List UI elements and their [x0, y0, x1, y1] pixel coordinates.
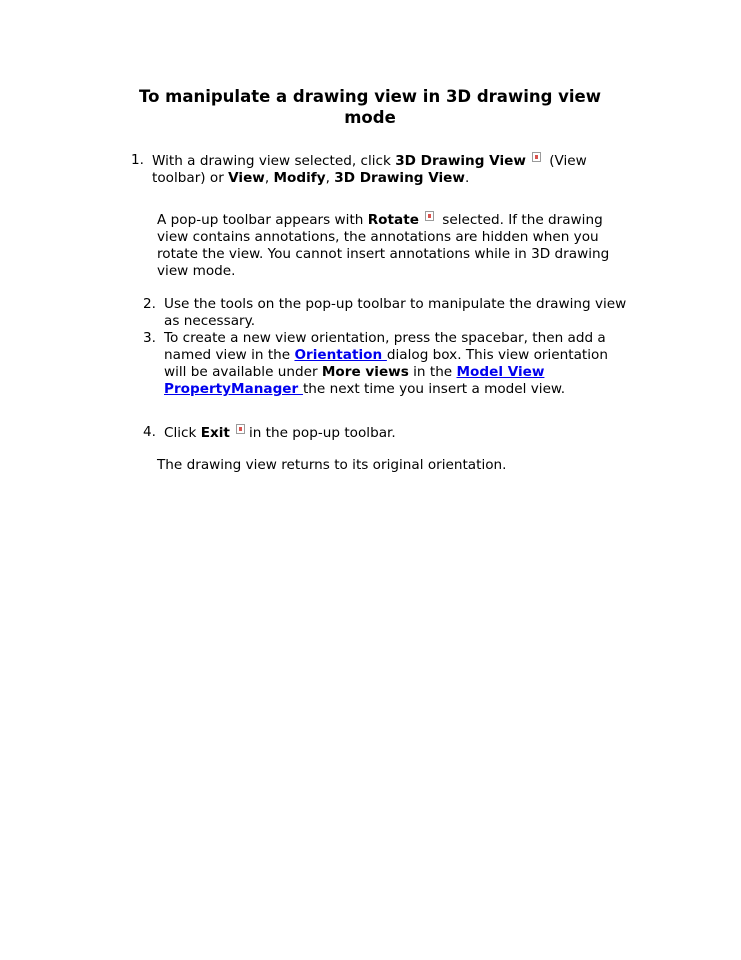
step-1-text-part: .	[464, 170, 470, 186]
step-1-text	[152, 152, 632, 187]
page-title: To manipulate a drawing view in 3D drawing view mode	[139, 87, 601, 127]
step-3-text	[164, 330, 634, 398]
step-3-text-part: To create a new view orientation, press the spacebar, then add a named view in the	[164, 330, 606, 363]
step-1-number: 1.	[131, 152, 144, 168]
step-2-number: 2.	[143, 296, 156, 312]
step-4-text-part: Click	[164, 425, 201, 441]
step-3-text-part: dialog box. This view orientation will be available under	[164, 347, 608, 380]
step-1-bold-3d-drawing-view: 3D Drawing View	[395, 153, 526, 169]
step-1-text-part: ,	[325, 170, 335, 186]
step-1-bold-modify: Modify	[273, 170, 326, 186]
step-3-bold-more-views: More views	[321, 364, 409, 380]
step-1-bold-3d-drawing-view-menu: 3D Drawing View	[334, 170, 465, 186]
orientation-link[interactable]: Orientation	[294, 347, 387, 363]
model-view-propertymanager-link[interactable]: Model View PropertyManager	[164, 364, 545, 397]
note-returns: The drawing view returns to its original orientation.	[157, 457, 507, 473]
step-1-text-part: ,	[264, 170, 274, 186]
note-rotate-text: selected. If the drawing view contains annotations, the annotations are hidden when you rotate the view. You cannot insert annotations while in 3D drawing view mode.	[157, 212, 610, 279]
step-3-number: 3.	[143, 330, 156, 346]
note-rotate-text: A pop-up toolbar appears with	[157, 212, 368, 228]
step-3-text-part: the next time you insert a model view.	[302, 381, 566, 397]
step-4-text-part: in the pop-up toolbar.	[248, 425, 396, 441]
step-4-text	[164, 424, 634, 442]
broken-image-icon[interactable]	[425, 211, 434, 221]
step-4-number: 4.	[143, 424, 156, 440]
step-1-bold-view: View	[228, 170, 265, 186]
note-rotate	[157, 211, 635, 280]
step-1-text-part: (View toolbar) or	[152, 153, 587, 186]
step-1-text-part: With a drawing view selected, click	[152, 153, 396, 169]
note-rotate-bold: Rotate	[367, 212, 419, 228]
broken-image-icon[interactable]	[236, 424, 245, 434]
broken-image-icon[interactable]	[532, 152, 541, 162]
step-3-text-part: in the	[408, 364, 457, 380]
step-2-text: Use the tools on the pop-up toolbar to manipulate the drawing view as necessary.	[164, 296, 627, 329]
step-4-bold-exit: Exit	[200, 425, 230, 441]
